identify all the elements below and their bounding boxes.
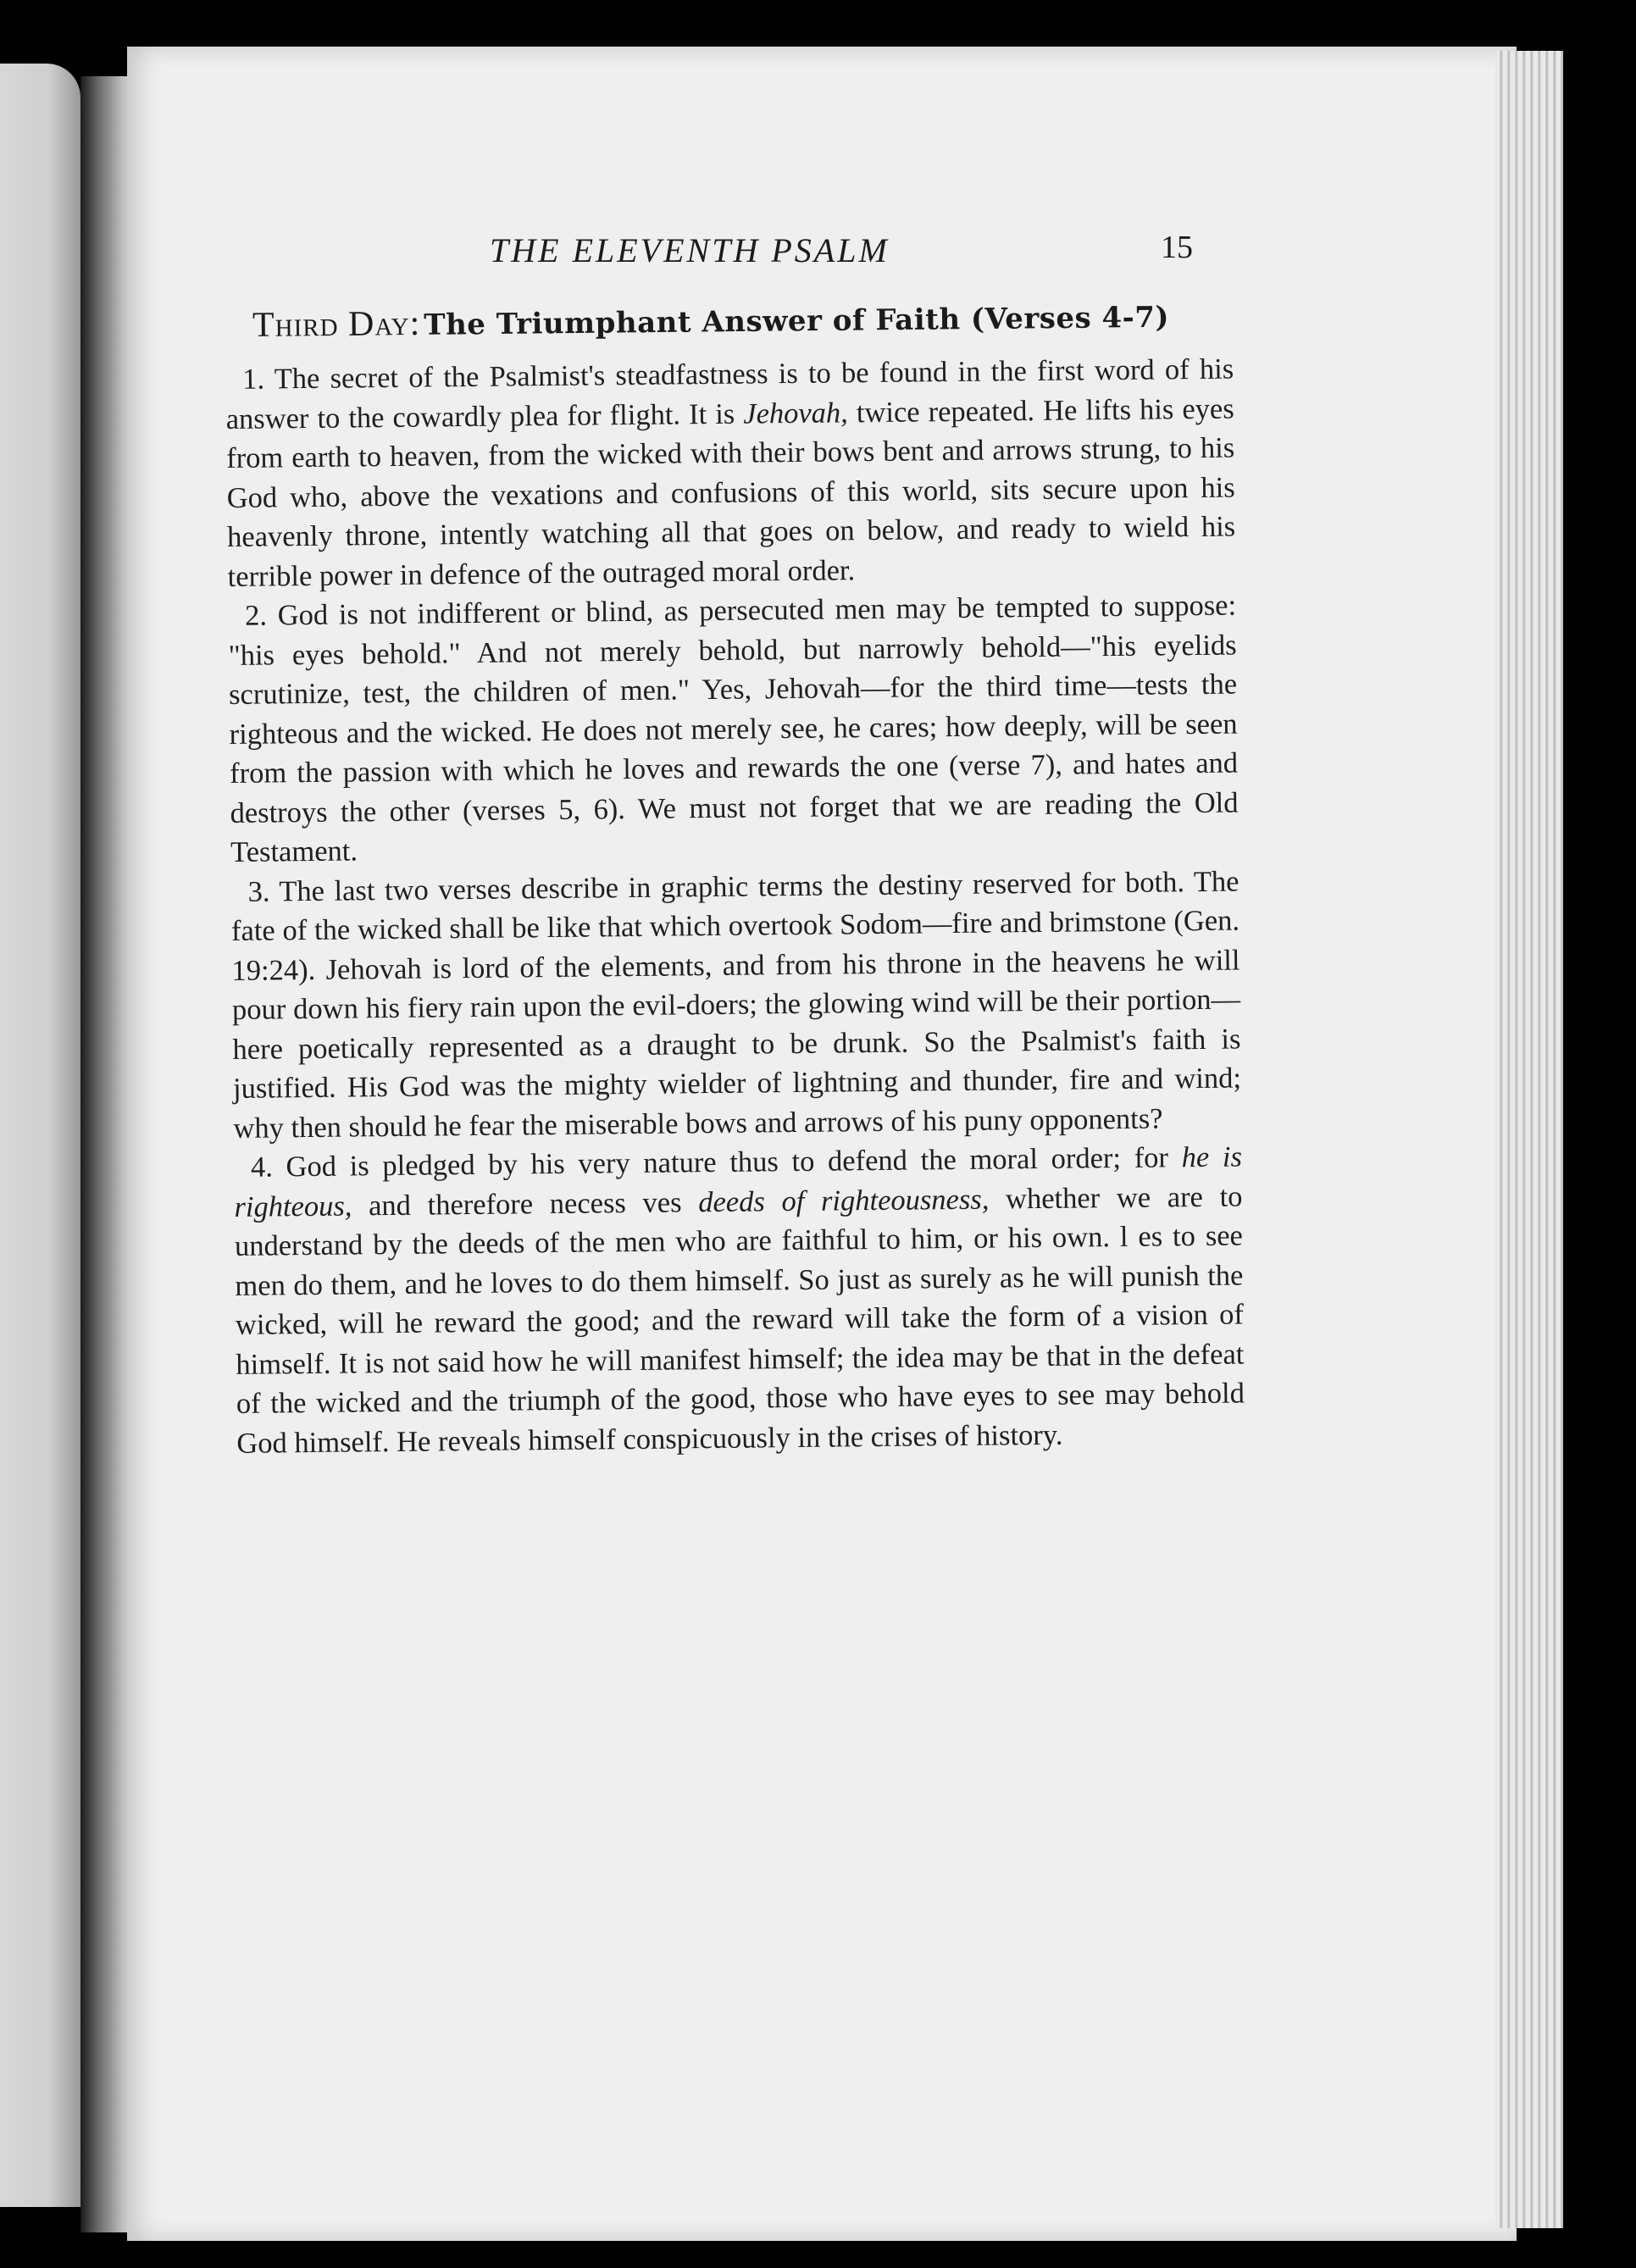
paragraph-text: The secret of the Psalmist's steadfastness is to be found in the first word of his answer to the cowardly plea for flight. It is xyxy=(225,352,1234,435)
day-title: The Triumphant Answer of Faith (Verses 4-7) xyxy=(424,300,1170,342)
paragraph-italic: he is righteous, xyxy=(234,1140,1243,1223)
paragraph-text: God is pledged by his very nature thus to defend the moral order; for xyxy=(286,1141,1182,1184)
paragraph-text: twice repeated. He lifts his eyes from earth to heaven, from the wicked with their bows bent and arrows strung, to his God who, above the vexations and confusions of this world, sits secure upon his heavenly throne, intently watching all that goes on below, and ready to wield his terrible power in defence of the outraged moral order. xyxy=(226,392,1236,593)
paragraph-1 xyxy=(225,350,1236,596)
running-head: THE ELEVENTH PSALM xyxy=(490,231,890,269)
paragraph-number: 4. xyxy=(250,1151,274,1184)
paragraph-text: The last two verses describe in graphic terms the destiny reserved for both. The fate of the wicked shall be like that which overtook Sodom—fire and brimstone (Gen. 19:24). Jehovah is lord of the elements, and from his throne in the heavens he will pour down his fiery rain upon the evil-doers; the glowing wind will be their portion—here poetically represented as a draught to be drunk. So the Psalmist's faith is justified. His God was the mighty wielder of lightning and thunder, fire and wind; why then should he fear the miserable bows and arrows of his puny opponents? xyxy=(230,865,1242,1145)
paragraph-3 xyxy=(230,862,1241,1148)
paragraph-text: whether we are to understand by the deeds of the men who are faithful to him, or his own. l es to see men do them, and he loves to do them himself. So just as surely as he will punish the wicked, will he reward the good; and the reward will take the form of a vision of himself. It is not said how he will manifest himself; the idea may be that in the defeat of the wicked and the triumph of the good, those who have eyes to see may behold God himself. He reveals himself conspicuously in the crises of history. xyxy=(234,1179,1245,1460)
body-text xyxy=(225,350,1245,1463)
page-number: 15 xyxy=(1161,230,1193,265)
day-label: Third Day: xyxy=(252,303,421,345)
paragraph-number: 3. xyxy=(247,874,270,908)
paragraph-number: 1. xyxy=(242,363,265,396)
paragraph-text: God is not indifferent or blind, as persecuted men may be tempted to suppose: "his eyes behold." And not merely behold, but narrowly behold—"his eyelids scrutinize, test, the children of men." Yes, Jehovah—for the third time—tests the righteous and the wicked. He does not merely see, he cares; how deeply, will be seen from the passion with which he loves and rewards the one (verse 7), and hates and destroys the other (verses 5, 6). We must not forget that we are reading the Old Testament. xyxy=(228,589,1239,868)
paragraph-text: and therefore necess ves xyxy=(352,1185,699,1222)
paragraph-2 xyxy=(228,586,1239,873)
paragraph-number: 2. xyxy=(244,599,268,632)
paragraph-4 xyxy=(234,1137,1245,1462)
left-page-edge xyxy=(0,64,80,2207)
paragraph-italic: deeds of righteousness, xyxy=(698,1183,990,1218)
page-stack-edge xyxy=(1495,51,1563,2228)
paragraph-italic: Jehovah, xyxy=(743,396,849,430)
